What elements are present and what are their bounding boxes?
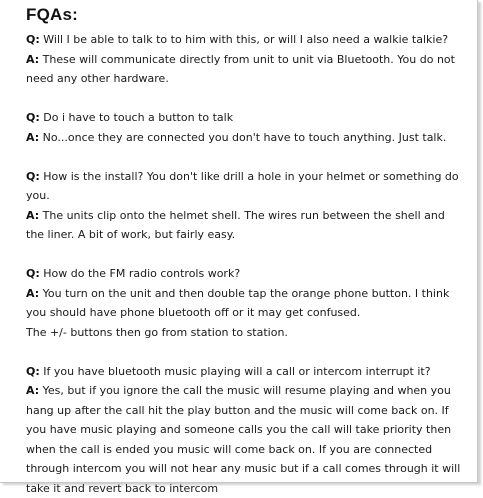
faq-answer	[26, 50, 466, 89]
faq-question	[26, 264, 466, 284]
question-label: Q:	[26, 111, 40, 124]
answer-text: You turn on the unit and then double tap the orange phone button. I think you should have phone bluetooth off or it may get confused.	[26, 287, 449, 320]
answer-text: Yes, but if you ignore the call the music will resume playing and when you hang up after the call hit the play button and the music will come back on. If you have music playing and someone calls you the call will take priority then when the call is ended you music will come back on. If you are connected through intercom you will not hear any music but if a call comes through it will take it and revert back to intercom	[26, 384, 460, 495]
question-label: Q:	[26, 170, 40, 183]
answer-label: A:	[26, 131, 39, 144]
answer-label: A:	[26, 384, 39, 397]
answer-text: These will communicate directly from unit to unit via Bluetooth. You do not need any other hardware.	[26, 53, 455, 86]
faq-answer	[26, 381, 466, 498]
faq-item	[26, 108, 466, 147]
answer-label: A:	[26, 287, 39, 300]
question-label: Q:	[26, 267, 40, 280]
faq-question	[26, 108, 466, 128]
faq-item	[26, 264, 466, 342]
faq-answer	[26, 206, 466, 245]
question-text: How is the install? You don't like drill a hole in your helmet or something do you.	[26, 170, 459, 203]
page-title: FQAs:	[26, 5, 78, 25]
faq-item	[26, 30, 466, 89]
question-text: If you have bluetooth music playing will a call or intercom interrupt it?	[43, 365, 430, 378]
faq-answer	[26, 128, 466, 148]
answer-text: The units clip onto the helmet shell. The wires run between the shell and the liner. A bit of work, but fairly easy.	[26, 209, 445, 242]
faq-question	[26, 362, 466, 382]
question-label: Q:	[26, 365, 40, 378]
answer-label: A:	[26, 53, 39, 66]
faq-list	[26, 30, 466, 498]
faq-question	[26, 30, 466, 50]
question-text: How do the FM radio controls work?	[43, 267, 240, 280]
faq-question	[26, 167, 466, 206]
faq-item	[26, 362, 466, 498]
faq-answer-continued: The +/- buttons then go from station to station.	[26, 323, 466, 343]
answer-text: No...once they are connected you don't have to touch anything. Just talk.	[43, 131, 447, 144]
question-text: Will I be able to talk to to him with this, or will I also need a walkie talkie?	[43, 33, 448, 46]
question-text: Do i have to touch a button to talk	[43, 111, 233, 124]
answer-label: A:	[26, 209, 39, 222]
faq-answer	[26, 284, 466, 323]
question-label: Q:	[26, 33, 40, 46]
faq-item	[26, 167, 466, 245]
